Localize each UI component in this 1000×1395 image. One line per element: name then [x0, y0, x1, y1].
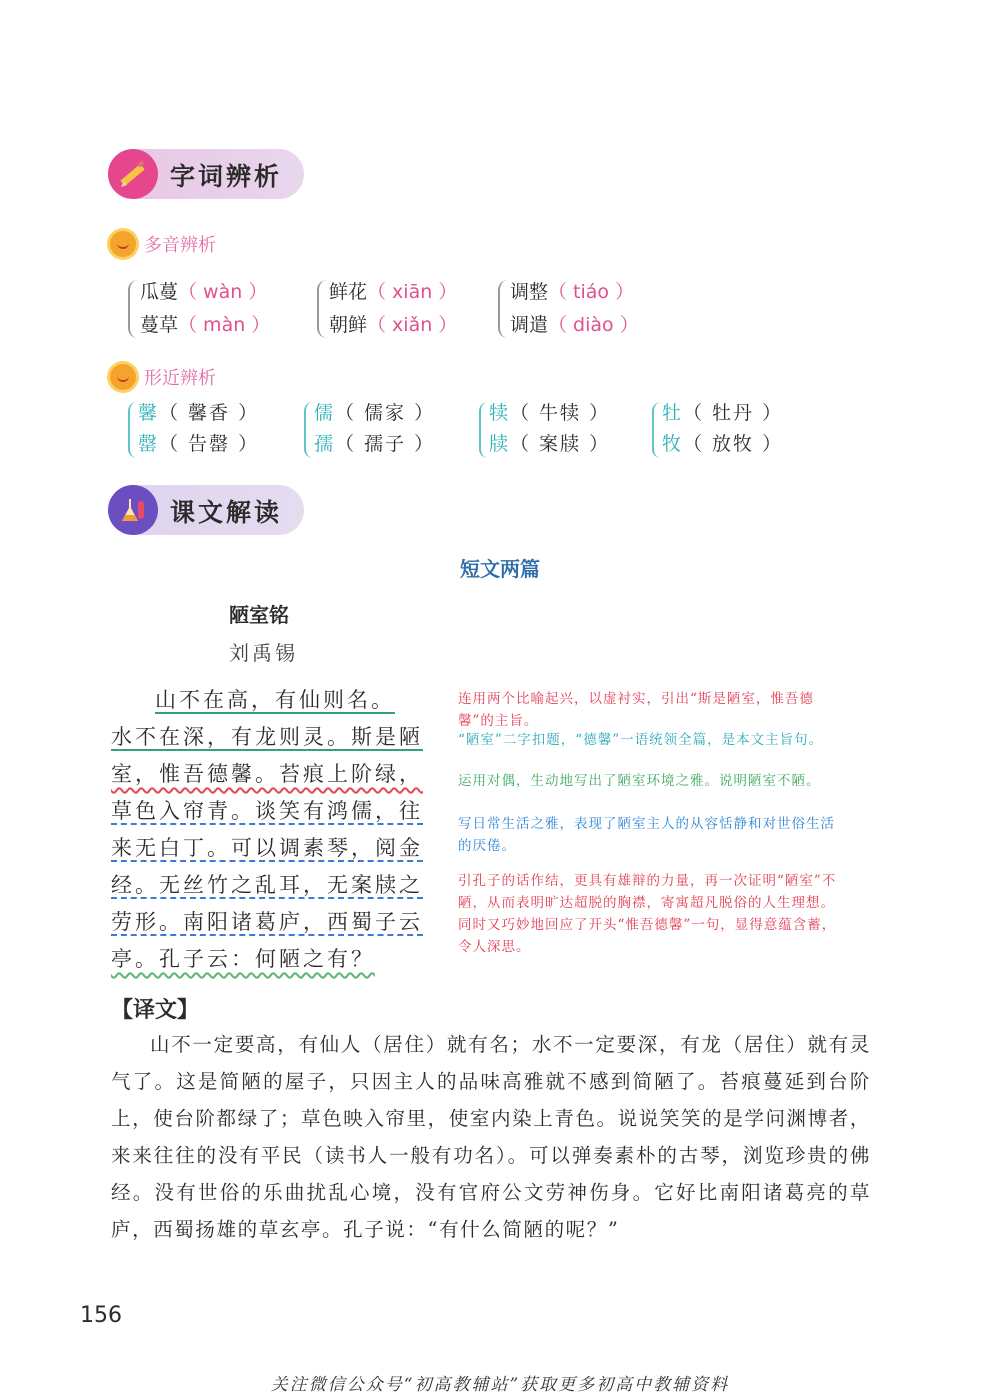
- word: 调整: [510, 281, 549, 303]
- word: 朝鲜: [329, 314, 368, 336]
- page-number: 156: [80, 1303, 122, 1328]
- poem-line: 水不在深，有龙则灵。斯是陋: [111, 725, 423, 749]
- polyphone-group: [510, 276, 639, 342]
- similar-group: [662, 398, 783, 460]
- sun-icon: [110, 364, 136, 390]
- subsection-title: 形近辨析: [144, 368, 216, 389]
- pinyin: （ màn ）: [178, 314, 271, 336]
- poem-line: 草色入帘青。谈笑有鸿儒，往: [111, 799, 423, 823]
- poem-line: 劳形。南阳诸葛庐，西蜀子云: [111, 910, 423, 934]
- annotation-note: 引孔子的话作结，更具有雄辩的力量，再一次证明“陋室”不陋，从而表明旷达超脱的胸襟，寄寓超凡脱俗的人生理想。同时又巧妙地回应了开头“惟吾德馨”一句，显得意蕴含蓄，令人深思。: [458, 873, 837, 955]
- word: 瓜蔓: [140, 281, 179, 303]
- similar-group: [489, 398, 610, 460]
- char: 犊: [489, 402, 511, 424]
- similar-group: [138, 398, 259, 460]
- char: 牧: [662, 433, 684, 455]
- poem-line: 经。无丝竹之乱耳，无案牍之: [111, 873, 423, 897]
- pencil-icon: [108, 149, 158, 199]
- translation-text: 山不一定要高，有仙人（居住）就有名；水不一定要深，有龙（居住）就有灵气了。这是简陋的屋子，只因主人的品味高雅就不感到简陋了。苔痕蔓延到台阶上，使台阶都绿了；草色映入帘里，使室内染上青色。说说笑笑的是学问渊博者，来来往往的没有平民（读书人一般有功名）。可以弹奏素朴的古琴，浏览珍贵的佛经。没有世俗的乐曲扰乱心境，没有官府公文劳神伤身。它好比南阳诸葛亮的草庐，西蜀扬雄的草玄亭。孔子说：“有什么简陋的呢？”: [111, 1033, 871, 1241]
- poem-author: 刘禹锡: [229, 641, 298, 665]
- annotation-note: 连用两个比喻起兴，以虚衬实，引出“斯是陋室，惟吾德馨”的主旨。: [458, 691, 814, 729]
- example: （ 儒家 ）: [335, 402, 436, 424]
- polyphone-group: [329, 276, 457, 342]
- pinyin: （ diào ）: [548, 314, 639, 336]
- poem-line: 亭。孔子云：何陋之有？: [111, 947, 375, 971]
- section-title-vocab: 字词辨析: [170, 162, 283, 191]
- poem-line: 室，惟吾德馨。苔痕上阶绿，: [111, 762, 423, 786]
- example: （ 放牧 ）: [683, 433, 784, 455]
- poem-line: 来无白丁。可以调素琴，阅金: [111, 836, 423, 860]
- char: 孺: [314, 433, 336, 455]
- char: 牡: [662, 402, 684, 424]
- sun-icon: [110, 231, 136, 257]
- subsection-similar: [110, 362, 216, 392]
- poem-text: [111, 682, 423, 978]
- pinyin: （ xiǎn ）: [367, 314, 458, 336]
- passage-heading: 短文两篇: [460, 557, 540, 581]
- example: （ 馨香 ）: [159, 402, 260, 424]
- section-badge-vocab: [108, 149, 304, 199]
- example: （ 牛犊 ）: [510, 402, 611, 424]
- word: 鲜花: [329, 281, 368, 303]
- similar-group: [314, 398, 435, 460]
- word: 调遣: [510, 314, 549, 336]
- pinyin: （ wàn ）: [178, 281, 268, 303]
- section-badge-reading: [108, 485, 304, 535]
- flask-icon: [108, 485, 158, 535]
- word: 蔓草: [140, 314, 179, 336]
- footer-note: 关注微信公众号“初高教辅站”获取更多初高中教辅资料: [270, 1375, 730, 1395]
- example: （ 案牍 ）: [510, 433, 611, 455]
- subsection-polyphone: [110, 229, 216, 259]
- section-title-reading: 课文解读: [170, 498, 283, 527]
- translation-heading: 【译文】: [111, 998, 200, 1023]
- example: （ 牡丹 ）: [683, 402, 784, 424]
- char: 罄: [138, 433, 160, 455]
- poem-title: 陋室铭: [229, 603, 289, 627]
- poem-line: 山不在高，有仙则名。: [155, 688, 395, 712]
- example: （ 孺子 ）: [335, 433, 436, 455]
- annotation-note: 写日常生活之雅，表现了陋室主人的从容恬静和对世俗生活的厌倦。: [458, 816, 835, 854]
- annotation-note: 运用对偶，生动地写出了陋室环境之雅。说明陋室不陋。: [458, 773, 821, 789]
- char: 儒: [314, 402, 336, 424]
- example: （ 告罄 ）: [159, 433, 260, 455]
- pinyin: （ tiáo ）: [548, 281, 635, 303]
- annotation-note: “陋室”二字扣题，“德馨”一语统领全篇，是本文主旨句。: [458, 732, 824, 748]
- polyphone-group: [140, 276, 270, 342]
- char: 牍: [489, 433, 511, 455]
- subsection-title: 多音辨析: [144, 235, 216, 256]
- pinyin: （ xiān ）: [367, 281, 458, 303]
- char: 馨: [138, 402, 160, 424]
